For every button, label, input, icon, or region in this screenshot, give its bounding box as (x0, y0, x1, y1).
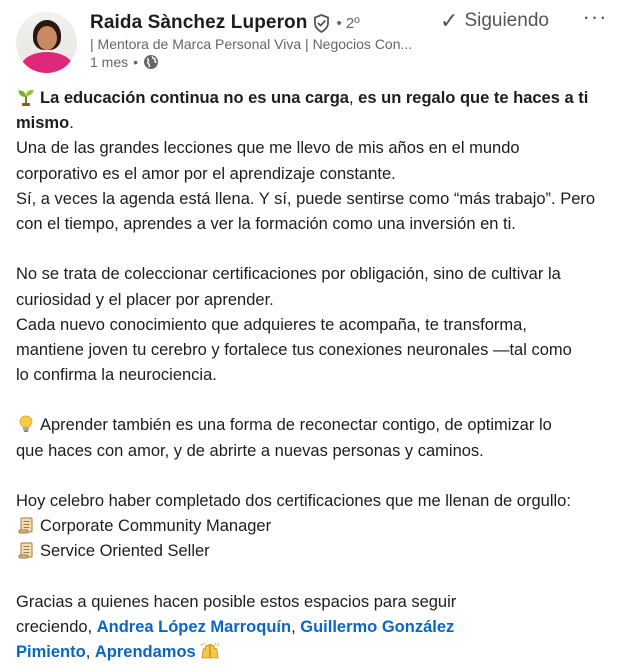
mention-separator: , (85, 643, 95, 662)
blank-line (16, 237, 616, 262)
post-title-line-2 (16, 111, 616, 136)
paragraph-line: que haces con amor, y de abrirte a nuevas personas y caminos. (16, 441, 484, 460)
blank-line (16, 565, 616, 590)
author-name[interactable]: Raida Sànchez Luperon (90, 12, 308, 33)
paragraph-line: corporativo es el amor por el aprendizaje constante. (16, 164, 396, 183)
post-body (16, 86, 616, 665)
certification-label: Service Oriented Seller (40, 542, 210, 561)
raised-hands-icon (200, 640, 220, 665)
certification-label: Corporate Community Manager (40, 517, 272, 536)
paragraph-line: Gracias a quienes hacen posible estos espacios para seguir (16, 592, 457, 611)
author-avatar[interactable] (16, 12, 77, 73)
scroll-icon (16, 539, 36, 564)
mention-aprendamos[interactable]: Aprendamos (94, 643, 196, 662)
paragraph-line: Sí, a veces la agenda está llena. Y sí, puede sentirse como “más trabajo”. Pero (16, 189, 596, 208)
bulb-line-text: Aprender también es una forma de reconectar contigo, de optimizar lo (40, 416, 552, 435)
paragraph-line: Hoy celebro haber completado dos certificaciones que me llenan de orgullo: (16, 492, 571, 510)
sprout-icon (16, 86, 36, 111)
certification-item (16, 514, 616, 539)
mentions-prefix: creciendo, (16, 617, 97, 636)
connection-degree: • 2º (336, 14, 360, 32)
post-title-part3: mismo (16, 114, 70, 133)
mentions-line-2 (16, 640, 616, 665)
paragraph-line: mantiene joven tu cerebro y fortalece tus conexiones neuronales —tal como (16, 340, 572, 359)
title-comma: , (349, 89, 359, 107)
lightbulb-icon (16, 413, 36, 438)
mention-separator: , (291, 617, 301, 636)
post-title-part1: La educación continua no es una carga (40, 89, 349, 107)
check-icon: ✓ (440, 8, 459, 33)
post-title-line (16, 86, 616, 111)
post-time: 1 mes (90, 54, 129, 70)
blank-line (16, 464, 616, 489)
scroll-icon (16, 514, 36, 539)
paragraph-line: lo confirma la neurociencia. (16, 366, 217, 385)
verified-shield-icon (313, 14, 330, 33)
following-label: Siguiendo (464, 10, 549, 31)
mention-guillermo-gonzalez[interactable]: Guillermo González (300, 617, 455, 636)
mention-andrea-lopez[interactable]: Andrea López Marroquín (96, 617, 292, 636)
certification-item (16, 539, 616, 564)
post-meta (90, 54, 159, 70)
paragraph-line: Cada nuevo conocimiento que adquieres te acompaña, te transforma, (16, 315, 527, 334)
meta-separator: • (133, 54, 139, 70)
author-headline: | Mentora de Marca Personal Viva | Negocios Con... (90, 36, 413, 52)
following-button[interactable] (440, 6, 549, 36)
paragraph-line-bulb (16, 413, 616, 438)
mentions-line (16, 615, 616, 640)
post-title-part2: es un regalo que te haces a ti (358, 89, 589, 107)
more-options-button[interactable]: ··· (580, 2, 610, 32)
blank-line (16, 388, 616, 413)
author-row (90, 10, 360, 36)
mention-guillermo-gonzalez-cont[interactable]: Pimiento (16, 643, 86, 662)
paragraph-line: con el tiempo, aprendes a ver la formación como una inversión en ti. (16, 214, 516, 233)
globe-icon (143, 54, 159, 70)
paragraph-line: curiosidad y el placer por aprender. (16, 290, 274, 309)
title-dot: . (69, 114, 74, 133)
paragraph-line: No se trata de coleccionar certificaciones por obligación, sino de cultivar la (16, 265, 561, 284)
paragraph-line: Una de las grandes lecciones que me llevo de mis años en el mundo (16, 139, 520, 158)
